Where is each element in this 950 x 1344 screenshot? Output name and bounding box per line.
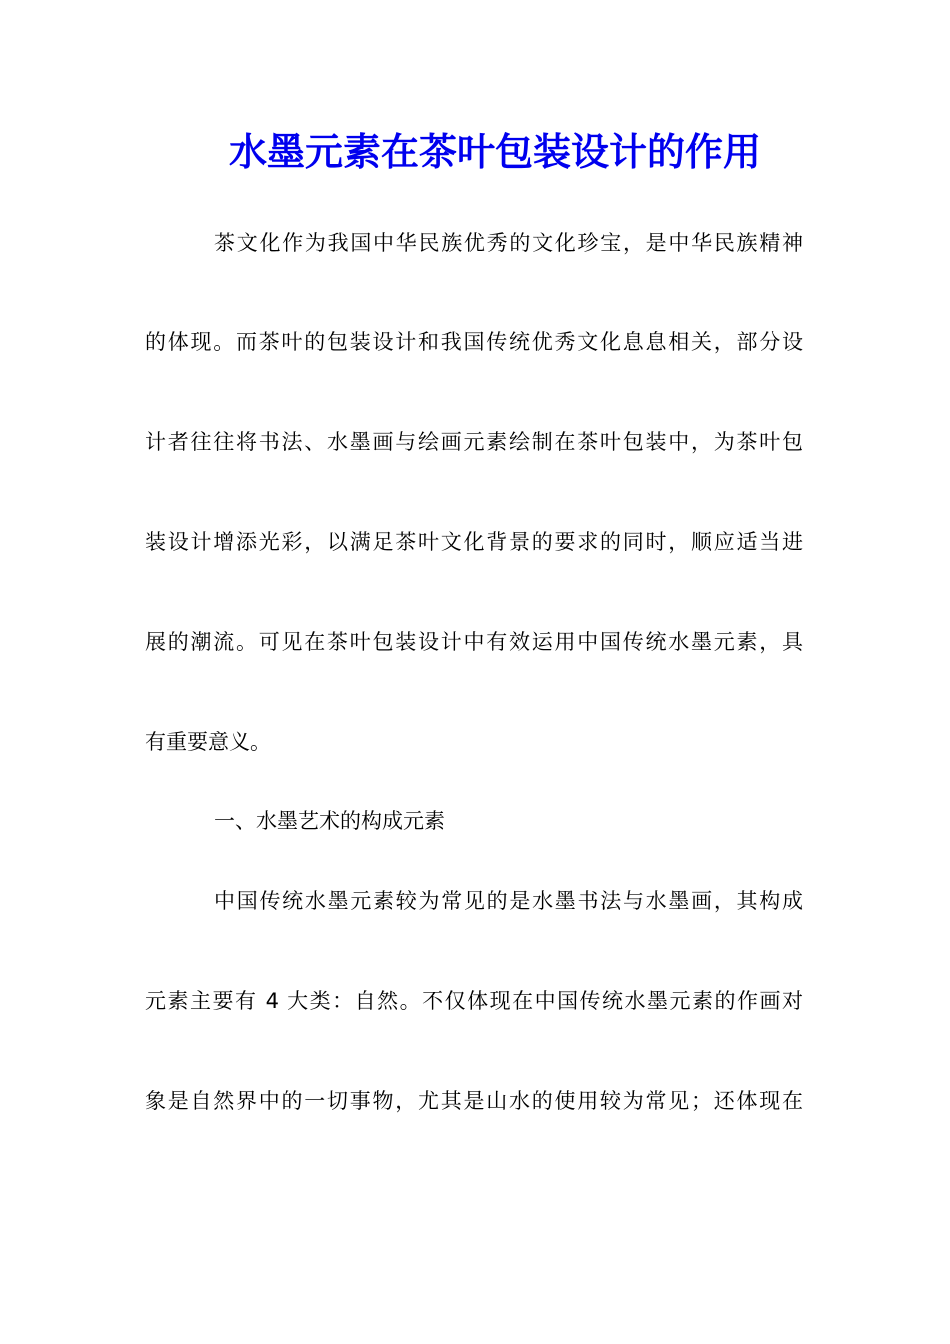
paragraph-line: 有重要意义。 xyxy=(145,730,271,754)
paragraph-line: 茶文化作为我国中华民族优秀的文化珍宝，是中华民族精神 xyxy=(214,231,803,255)
paragraph-line: 中国传统水墨元素较为常见的是水墨书法与水墨画，其构成 xyxy=(214,889,803,913)
paragraph-line: 的体现。而茶叶的包装设计和我国传统优秀文化息息相关，部分设 xyxy=(145,330,803,354)
paragraph-line: 展的潮流。可见在茶叶包装设计中有效运用中国传统水墨元素，具 xyxy=(145,630,803,654)
paragraph-line: 计者往往将书法、水墨画与绘画元素绘制在茶叶包装中，为茶叶包 xyxy=(145,430,803,454)
section-heading: 一、水墨艺术的构成元素 xyxy=(214,809,445,833)
paragraph-line: 象是自然界中的一切事物，尤其是山水的使用较为常见；还体现在 xyxy=(145,1089,803,1113)
document-title: 水墨元素在茶叶包装设计的作用 xyxy=(228,129,761,174)
paragraph-line: 元素主要有 4 大类：自然。不仅体现在中国传统水墨元素的作画对 xyxy=(145,989,803,1013)
paragraph-line: 装设计增添光彩，以满足茶叶文化背景的要求的同时，顺应适当进 xyxy=(145,530,803,554)
